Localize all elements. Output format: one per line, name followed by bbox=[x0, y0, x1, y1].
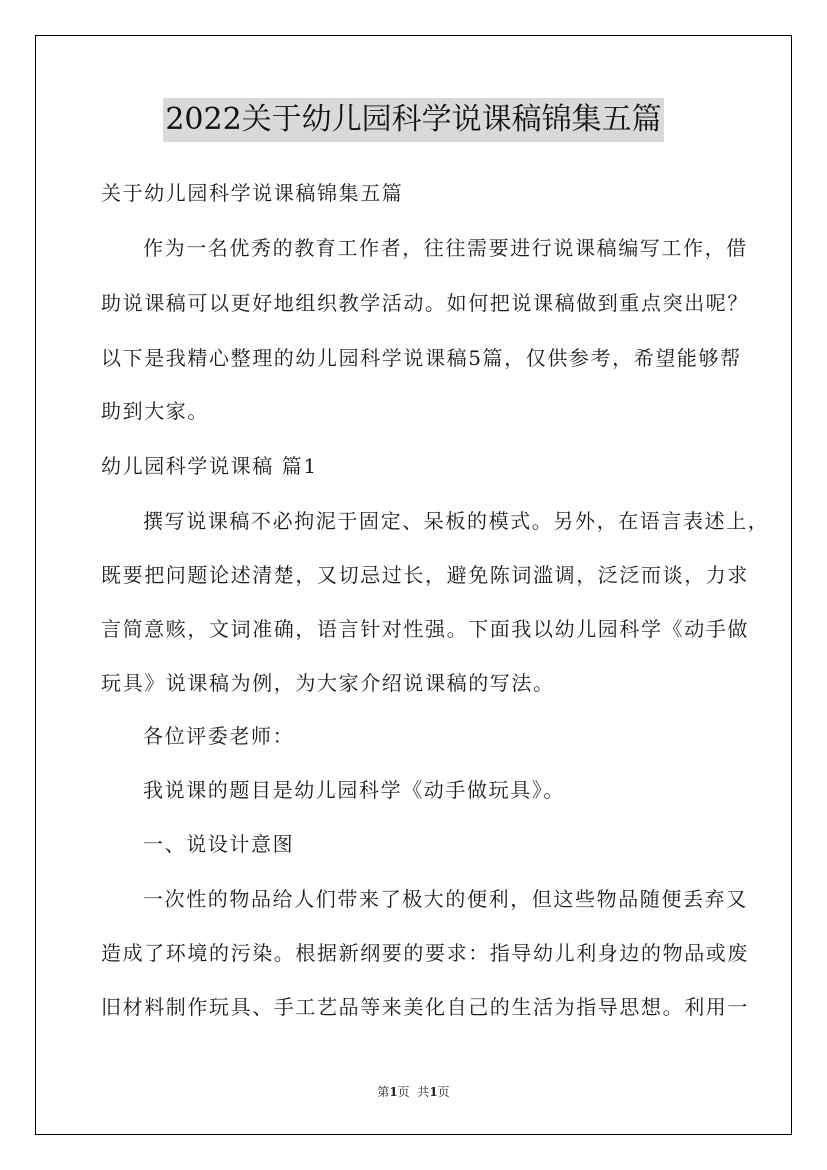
subtitle-line: 关于幼儿园科学说课稿锦集五篇 bbox=[101, 181, 404, 205]
subsection-heading: 一、说设计意图 bbox=[143, 832, 295, 856]
footer-suffix: 页 bbox=[437, 1085, 450, 1099]
page-total: 1 bbox=[429, 1085, 438, 1099]
section-heading: 幼儿园科学说课稿 篇1 bbox=[101, 454, 318, 478]
page-current: 1 bbox=[389, 1085, 398, 1099]
paragraph-line: 一次性的物品给人们带来了极大的便利，但这些物品随便丢弃又 bbox=[143, 887, 748, 911]
paragraph-line: 既要把问题论述清楚，又切忌过长，避免陈词滥调，泛泛而谈，力求 bbox=[101, 563, 749, 587]
paragraph-line: 我说课的题目是幼儿园科学《动手做玩具》。 bbox=[143, 778, 565, 802]
paragraph-line: 撰写说课稿不必拘泥于固定、呆板的模式。另外，在语言表述上， bbox=[143, 509, 770, 533]
paragraph-line: 玩具》说课稿为例，为大家介绍说课稿的写法。 bbox=[101, 671, 555, 695]
paragraph-line: 造成了环境的污染。根据新纲要的要求：指导幼儿利身边的物品或废 bbox=[101, 941, 749, 965]
paragraph-line: 助说课稿可以更好地组织教学活动。如何把说课稿做到重点突出呢？ bbox=[101, 291, 749, 315]
paragraph-line: 作为一名优秀的教育工作者，往往需要进行说课稿编写工作，借 bbox=[143, 236, 748, 260]
paragraph-line: 以下是我精心整理的幼儿园科学说课稿5篇，仅供参考，希望能够帮 bbox=[101, 346, 742, 370]
footer-prefix: 第 bbox=[377, 1085, 390, 1099]
title-container bbox=[0, 98, 827, 142]
salutation-line: 各位评委老师： bbox=[143, 724, 295, 748]
document-title: 2022关于幼儿园科学说课稿锦集五篇 bbox=[163, 98, 663, 142]
paragraph-line: 旧材料制作玩具、手工艺品等来美化自己的生活为指导思想。利用一 bbox=[101, 995, 749, 1019]
paragraph-line: 助到大家。 bbox=[101, 399, 209, 423]
footer-mid: 页 共 bbox=[397, 1085, 430, 1099]
paragraph-line: 言简意赅，文词准确，语言针对性强。下面我以幼儿园科学《动手做 bbox=[101, 617, 749, 641]
page-footer bbox=[0, 1083, 827, 1100]
